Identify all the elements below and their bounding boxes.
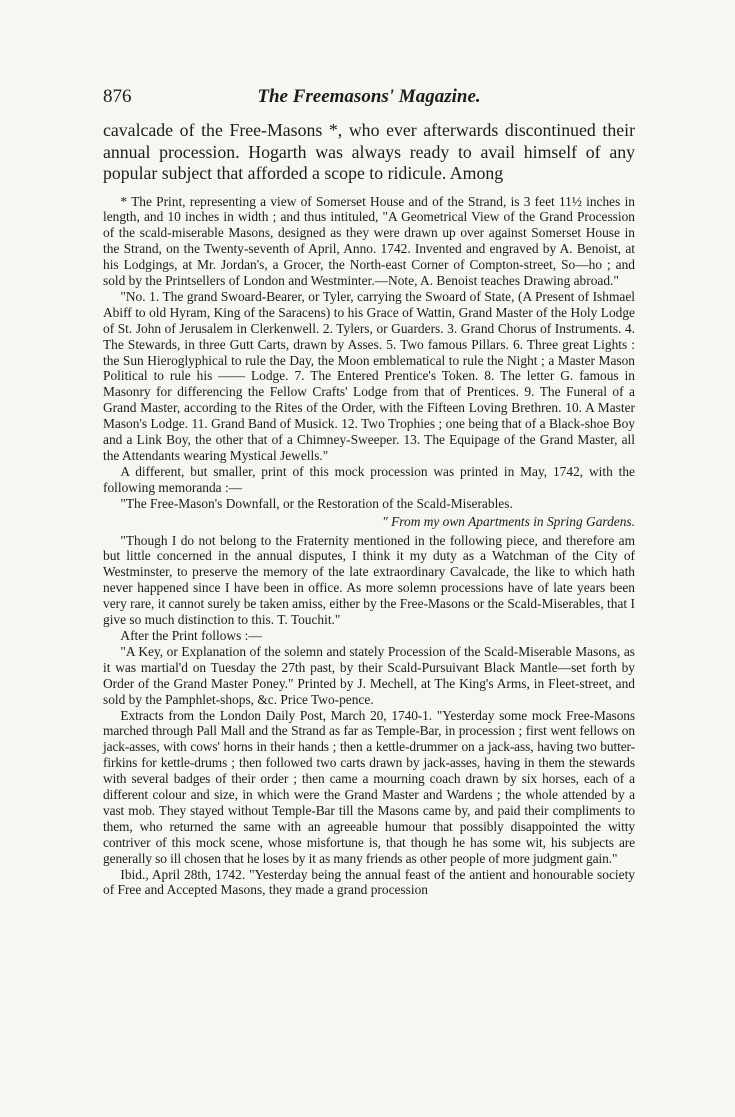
footnote-paragraph-3: A different, but smaller, print of this mock procession was printed in May, 1742, with the following memoranda :— bbox=[103, 463, 635, 495]
footnote-paragraph-8: Extracts from the London Daily Post, March 20, 1740-1. "Yesterday some mock Free-Masons marched through Pall Mall and the Strand as far as Temple-Bar, in procession ; first went fellows on jack-asses, with cows' horns in their hands ; then a kettle-drummer on a jack-ass, having two butter-firkins for kettle-drums ; then followed two carts drawn by jack-asses, having in them the stewards with several badges of their order ; then came a mourning coach drawn by six horses, each of a different colour and size, in which were the Grand Master and Wardens ; the whole attended by a vast mob. They stayed without Temple-Bar till the Masons came by, and paid their compliments to them, who returned the same with an agreeable humour that possibly disappointed the witty contriver of this mock scene, whose misfortune is, that though he has some wit, his subjects are generally so ill chosen that he loses by it as many friends as other people of more judgment gain." bbox=[103, 707, 635, 866]
page-header bbox=[103, 86, 635, 114]
footnote-paragraph-2: "No. 1. The grand Swoard-Bearer, or Tyler, carrying the Swoard of State, (A Present of Ishmael Abiff to old Hyram, King of the Saracens) to his Grace of Wattin, Grand Master of the Holy Lodge of St. John of Jerusalem in Clerkenwell. 2. Tylers, or Guarders. 3. Grand Chorus of Instruments. 4. The Stewards, in three Gutt Carts, drawn by Asses. 5. Two famous Pillars. 6. Three great Lights : the Sun Hieroglyphical to rule the Day, the Moon emblematical to rule the Night ; a Master Mason Political to rule his —— Lodge. 7. The Entered Prentice's Token. 8. The letter G. famous in Masonry for differencing the Fellow Crafts' Lodge from that of Prentices. 9. The Funeral of a Grand Master, according to the Rites of the Order, with the Fifteen Loving Brethren. 10. A Master Mason's Lodge. 11. Grand Band of Musick. 12. Two Trophies ; one being that of a Black-shoe Boy and a Link Boy, the other that of a Chimney-Sweeper. 13. The Equipage of the Grand Master, all the Attendants wearing Mystical Jewells." bbox=[103, 288, 635, 463]
main-text bbox=[103, 120, 635, 185]
footnote-paragraph-7: "A Key, or Explanation of the solemn and stately Procession of the Scald-Miserable Masons, as it was martial'd on Tuesday the 27th past, by their Scald-Pursuivant Black Mantle—set forth by Order of the Grand Master Poney." Printed by J. Mechell, at The King's Arms, in Fleet-street, and sold by the Pamphlet-shops, &c. Price Two-pence. bbox=[103, 643, 635, 707]
footnote bbox=[103, 194, 635, 899]
running-title: The Freemasons' Magazine. bbox=[257, 86, 481, 107]
page-number: 876 bbox=[103, 86, 132, 107]
footnote-paragraph-4: "The Free-Mason's Downfall, or the Restoration of the Scald-Miserables. bbox=[120, 495, 513, 511]
page-body bbox=[103, 120, 635, 898]
footnote-dateline: " From my own Apartments in Spring Gardens. bbox=[382, 513, 635, 529]
footnote-paragraph-5: "Though I do not belong to the Fraternity mentioned in the following piece, and therefore am but little concerned in the annual disputes, I think it my duty as a Watchman of the City of Westminster, to preserve the memory of the late extraordinary Cavalcade, the like to which hath never happened since I have been in office. As more solemn processions have of late years been very rare, it cannot surely be taken amiss, either by the Free-Masons or the Scald-Miserables, that I give so much distinction to this. T. Touchit." bbox=[103, 532, 635, 628]
footnote-paragraph-1: * The Print, representing a view of Somerset House and of the Strand, is 3 feet 11½ inches in length, and 10 inches in width ; and thus intituled, "A Geometrical View of the Grand Procession of the scald-miserable Masons, designed as they were drawn up over against Somerset House in the Strand, on the Twenty-seventh of April, Anno. 1742. Invented and engraved by A. Benoist, at his Lodgings, at Mr. Jordan's, a Grocer, the North-east Corner of Compton-street, So—ho ; and sold by the Printsellers of London and Westminter.—Note, A. Benoist teaches Drawing abroad." bbox=[103, 193, 635, 289]
footnote-paragraph-6: After the Print follows :— bbox=[120, 627, 262, 643]
footnote-paragraph-9: Ibid., April 28th, 1742. "Yesterday being the annual feast of the antient and honourable society of Free and Accepted Masons, they made a grand procession bbox=[103, 866, 635, 898]
main-paragraph: cavalcade of the Free-Masons *, who ever afterwards discontinued their annual procession. Hogarth was always ready to avail himself of any popular subject that afforded a scope to ridicule. Among bbox=[103, 120, 635, 183]
